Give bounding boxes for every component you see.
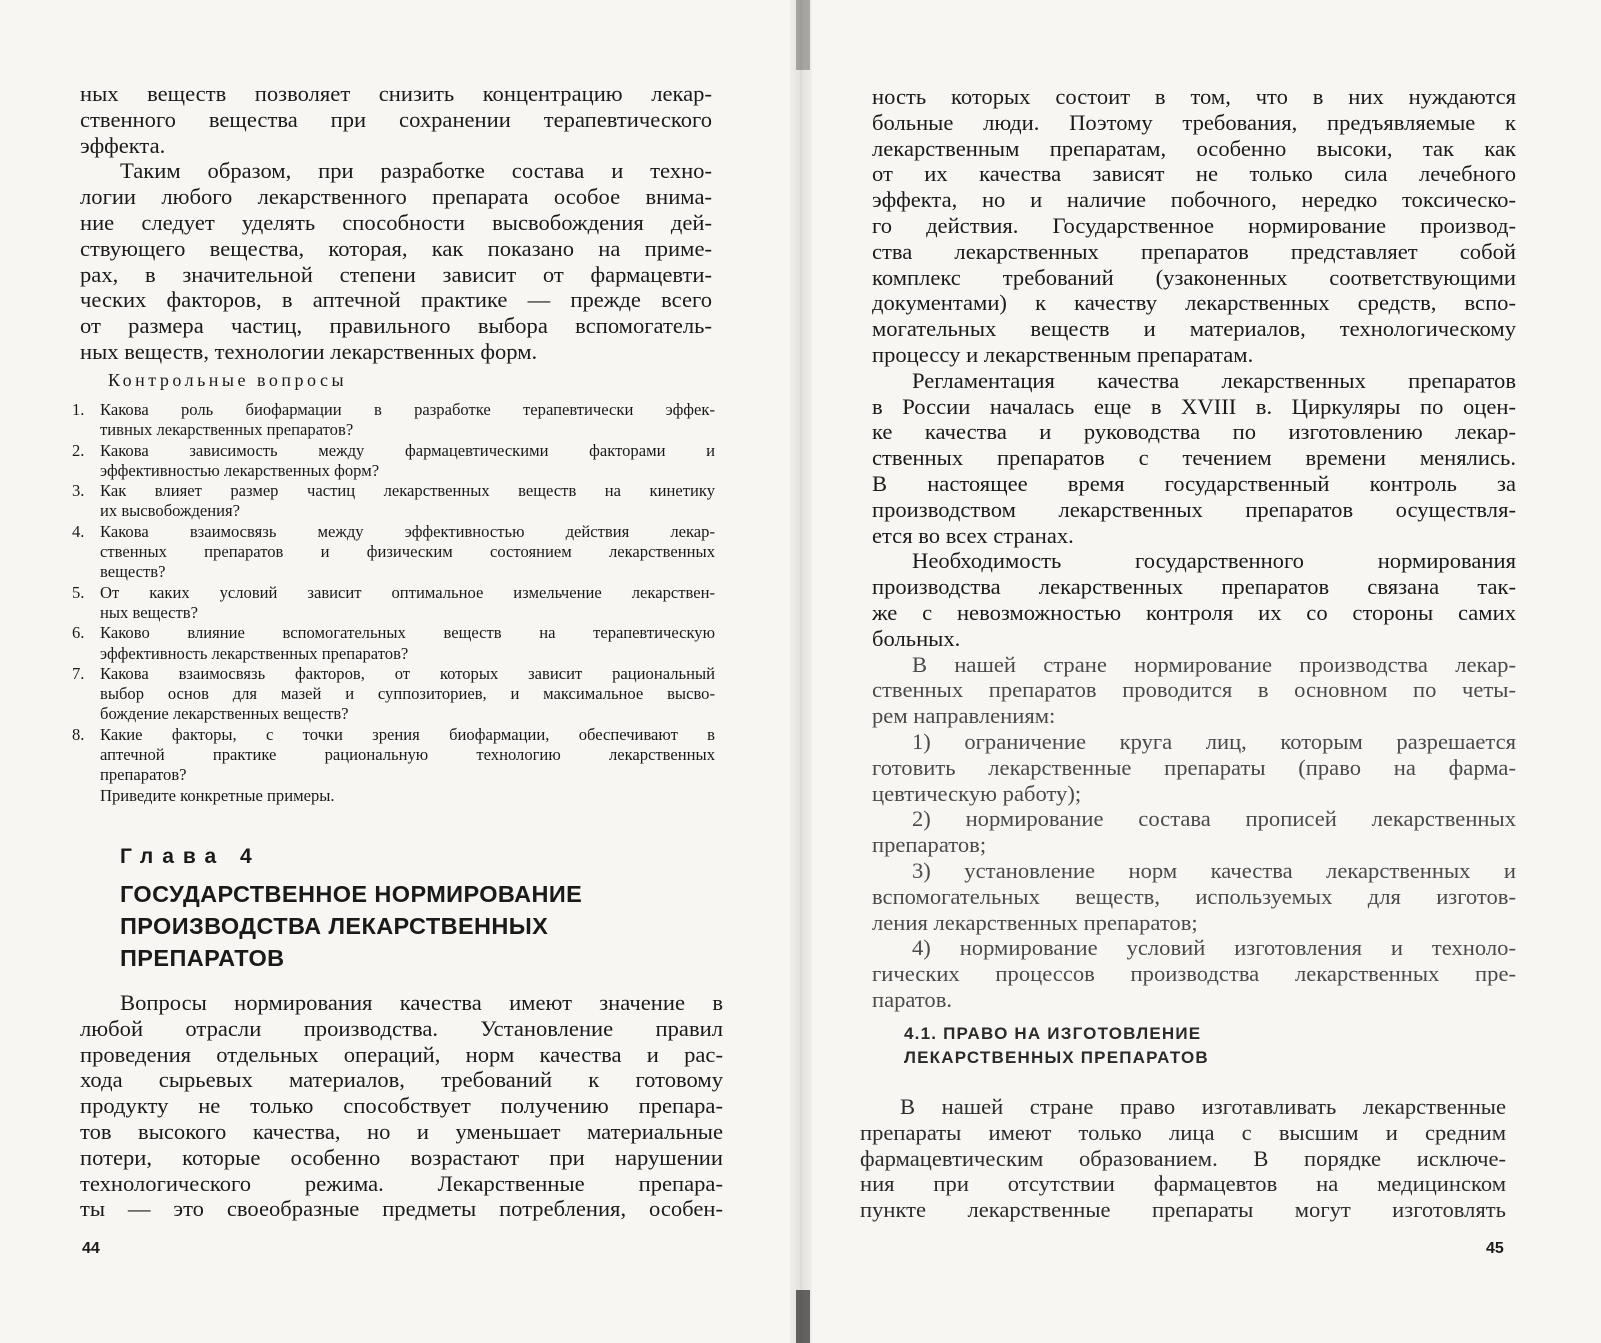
list-item bbox=[72, 522, 715, 583]
item-number: 8. bbox=[72, 724, 85, 744]
paragraph bbox=[872, 368, 1516, 549]
text-line: эффекта, но и наличие побочного, нередко токсическо- bbox=[872, 187, 1516, 213]
item-number: 2. bbox=[72, 440, 85, 460]
left-bottom-text bbox=[80, 990, 723, 1222]
text-line: ления лекарственных препаратов; bbox=[872, 909, 1198, 935]
text-line: больные люди. Поэтому требования, предъявляемые к bbox=[872, 109, 1516, 135]
paragraph bbox=[80, 990, 723, 1222]
text-line: ственного вещества при сохранении терапевтического bbox=[80, 106, 712, 132]
text-line: в России началась еще в XVIII в. Циркуляры по оцен- bbox=[872, 393, 1516, 419]
text-line: ты — это своеобразные предметы потребления, особен- bbox=[80, 1196, 723, 1222]
text-line: эффективность лекарственных препаратов? bbox=[100, 643, 409, 663]
questions-list bbox=[72, 400, 715, 806]
text-line: рах, в значительной степени зависит от фармацевти- bbox=[80, 261, 712, 287]
text-line: ческих факторов, в аптечной практике — прежде всего bbox=[80, 287, 712, 313]
right-bottom-text bbox=[860, 1094, 1506, 1223]
text-line: любой отрасли производства. Установление правил bbox=[80, 1015, 723, 1041]
text-line: лекарственным препаратам, особенно высоки, так как bbox=[872, 135, 1516, 161]
title-line: ПРОИЗВОДСТВА ЛЕКАРСТВЕННЫХ bbox=[120, 913, 549, 939]
text-line: Регламентация качества лекарственных препаратов bbox=[912, 367, 1516, 393]
list-item bbox=[72, 441, 715, 482]
text-line: от их качества зависят не только сила лечебного bbox=[872, 161, 1516, 187]
paragraph bbox=[872, 652, 1516, 729]
list-item bbox=[72, 725, 715, 786]
text-line: Таким образом, при разработке состава и техно- bbox=[120, 158, 712, 184]
item-number: 6. bbox=[72, 623, 85, 643]
text-line: В нашей стране право изготавливать лекарственные bbox=[900, 1094, 1506, 1119]
text-line: хода сырьевых материалов, требований к готовому bbox=[80, 1067, 723, 1093]
text-line: 4) нормирование условий изготовления и техноло- bbox=[912, 935, 1516, 961]
text-line: их высвобождения? bbox=[100, 501, 241, 521]
text-line: ных веществ, технологии лекарственных форм. bbox=[80, 338, 538, 364]
list-item bbox=[872, 935, 1516, 1012]
text-line: технологического режима. Лекарственные препара- bbox=[80, 1170, 723, 1196]
list-item bbox=[872, 729, 1516, 806]
text-line: паратов. bbox=[872, 986, 953, 1012]
right-page bbox=[812, 0, 1601, 1343]
text-line: Как влияет размер частиц лекарственных веществ на кинетику bbox=[100, 481, 715, 501]
text-line: ется во всех странах. bbox=[872, 522, 1074, 548]
text-line: потери, которые особенно возрастают при нарушении bbox=[80, 1144, 723, 1170]
list-item bbox=[872, 806, 1516, 858]
text-line: ние следует уделять способности высвобождения дей- bbox=[80, 209, 712, 235]
text-line: эффективностью лекарственных форм? bbox=[100, 460, 380, 480]
text-line: Какова взаимосвязь между эффективностью действия лекар- bbox=[100, 521, 715, 541]
text-line: ке качества и руководства по изготовлению лекар- bbox=[872, 419, 1516, 445]
item-number: 7. bbox=[72, 663, 85, 683]
item-number: 4. bbox=[72, 521, 85, 541]
text-line: пункте лекарственные препараты могут изготовлять bbox=[860, 1197, 1506, 1223]
text-line: ность которых состоит в том, что в них нуждаются bbox=[872, 84, 1516, 109]
text-line: препаратов; bbox=[872, 832, 987, 858]
text-line: препаратов? bbox=[100, 765, 187, 785]
questions-heading: Контрольные вопросы bbox=[108, 370, 348, 390]
text-line: продукту не только способствует получению препара- bbox=[80, 1093, 723, 1119]
text-line: производства лекарственных препаратов связана так- bbox=[872, 574, 1516, 600]
scan-smudge bbox=[796, 0, 810, 70]
left-page bbox=[0, 0, 790, 1343]
text-line: 2) нормирование состава прописей лекарственных bbox=[912, 806, 1516, 832]
paragraph bbox=[80, 81, 712, 158]
text-line: готовить лекарственные препараты (право на фарма- bbox=[872, 754, 1516, 780]
text-line: ных веществ позволяет снизить концентрацию лекар- bbox=[80, 81, 712, 106]
right-top-text bbox=[872, 84, 1516, 1013]
text-line: фармацевтическим образованием. В порядке исключе- bbox=[860, 1145, 1506, 1171]
title-line: ГОСУДАРСТВЕННОЕ НОРМИРОВАНИЕ bbox=[120, 881, 583, 907]
list-item bbox=[72, 623, 715, 664]
text-line: Какова зависимость между фармацевтическими факторами и bbox=[100, 440, 715, 460]
text-line: препараты имеют только лица с высшим и средним bbox=[860, 1119, 1506, 1145]
paragraph bbox=[872, 548, 1516, 651]
text-line: 1) ограничение круга лиц, которым разрешается bbox=[912, 728, 1516, 754]
text-line: Какова взаимосвязь факторов, от которых зависит рациональный bbox=[100, 663, 715, 683]
text-line: производством лекарственных препаратов осуществля- bbox=[872, 496, 1516, 522]
text-line: логии любого лекарственного препарата особое внима- bbox=[80, 184, 712, 210]
text-line: ствующего вещества, которая, как показано на приме- bbox=[80, 235, 712, 261]
text-line: комплекс требований (узаконенных соответствующими bbox=[872, 264, 1516, 290]
list-item bbox=[72, 664, 715, 725]
section-title bbox=[904, 1022, 1209, 1070]
text-line: ственных препаратов с течением времени менялись. bbox=[872, 445, 1516, 471]
text-line: В нашей стране нормирование производства лекар- bbox=[912, 651, 1516, 677]
title-line: 4.1. ПРАВО НА ИЗГОТОВЛЕНИЕ bbox=[904, 1024, 1202, 1043]
list-item bbox=[72, 583, 715, 624]
text-line: ственных препаратов и физическим состоянием лекарственных bbox=[100, 542, 715, 562]
text-line: документами) к качеству лекарственных средств, вспо- bbox=[872, 290, 1516, 316]
text-line: аптечной практике рациональную технологию лекарственных bbox=[100, 745, 715, 765]
paragraph bbox=[860, 1094, 1506, 1223]
text-line: тов высокого качества, но и уменьшает материальные bbox=[80, 1118, 723, 1144]
text-line: От каких условий зависит оптимальное измельчение лекарствен- bbox=[100, 582, 715, 602]
text-line: веществ? bbox=[100, 562, 166, 582]
chapter-label: Глава 4 bbox=[120, 845, 261, 868]
text-line: от размера частиц, правильного выбора вспомогатель- bbox=[80, 313, 712, 339]
text-line: Необходимость государственного нормирования bbox=[912, 548, 1516, 574]
text-line: Какие факторы, с точки зрения биофармации, обеспечивают в bbox=[100, 724, 715, 744]
text-line: рем направлениям: bbox=[872, 703, 1056, 729]
item-number: 5. bbox=[72, 582, 85, 602]
text-line: вспомогательных веществ, используемых для изготов- bbox=[872, 883, 1516, 909]
text-line: 3) установление норм качества лекарственных и bbox=[912, 857, 1516, 883]
text-line: ственных препаратов проводится в основном по четы- bbox=[872, 677, 1516, 703]
scan-smudge bbox=[796, 1290, 810, 1343]
text-line: ства лекарственных препаратов представляет собой bbox=[872, 238, 1516, 264]
text-line: ния при отсутствии фармацевтов на медицинском bbox=[860, 1171, 1506, 1197]
text-line: Каково влияние вспомогательных веществ на терапевтическую bbox=[100, 623, 715, 643]
text-line: цевтическую работу); bbox=[872, 780, 1082, 806]
text-line: го действия. Государственное нормирование производ- bbox=[872, 212, 1516, 238]
title-line: ПРЕПАРАТОВ bbox=[120, 945, 285, 971]
page-number: 45 bbox=[1486, 1240, 1504, 1257]
text-line: могательных веществ и материалов, технологическому bbox=[872, 316, 1516, 342]
book-gutter bbox=[790, 0, 812, 1343]
text-line: ных веществ? bbox=[100, 602, 198, 622]
text-line: больных. bbox=[872, 625, 961, 651]
text-line: процессу и лекарственным препаратам. bbox=[872, 341, 1254, 367]
text-line: тивных лекарственных препаратов? bbox=[100, 420, 354, 440]
item-number: 3. bbox=[72, 481, 85, 501]
text-line: Какова роль биофармации в разработке терапевтически эффек- bbox=[100, 400, 715, 419]
list-item bbox=[72, 481, 715, 522]
list-item bbox=[872, 858, 1516, 935]
item-number: 1. bbox=[72, 400, 85, 419]
text-line: же с невозможностью контроля их со стороны самих bbox=[872, 599, 1516, 625]
chapter-title bbox=[120, 878, 680, 974]
text-line: гических процессов производства лекарственных пре- bbox=[872, 961, 1516, 987]
paragraph bbox=[872, 84, 1516, 368]
text-line: проведения отдельных операций, норм качества и рас- bbox=[80, 1041, 723, 1067]
text-line: эффекта. bbox=[80, 132, 166, 158]
text-line: выбор основ для мазей и суппозиториев, и максимальное высво- bbox=[100, 684, 715, 704]
questions-extra: Приведите конкретные примеры. bbox=[100, 785, 335, 805]
left-top-text bbox=[80, 81, 712, 365]
title-line: ЛЕКАРСТВЕННЫХ ПРЕПАРАТОВ bbox=[904, 1048, 1209, 1067]
paragraph bbox=[80, 158, 712, 364]
text-line: бождение лекарственных веществ? bbox=[100, 704, 349, 724]
text-line: В настоящее время государственный контроль за bbox=[872, 470, 1516, 496]
text-line: Вопросы нормирования качества имеют значение в bbox=[120, 990, 723, 1015]
list-item bbox=[72, 400, 715, 441]
page-number: 44 bbox=[82, 1240, 100, 1257]
